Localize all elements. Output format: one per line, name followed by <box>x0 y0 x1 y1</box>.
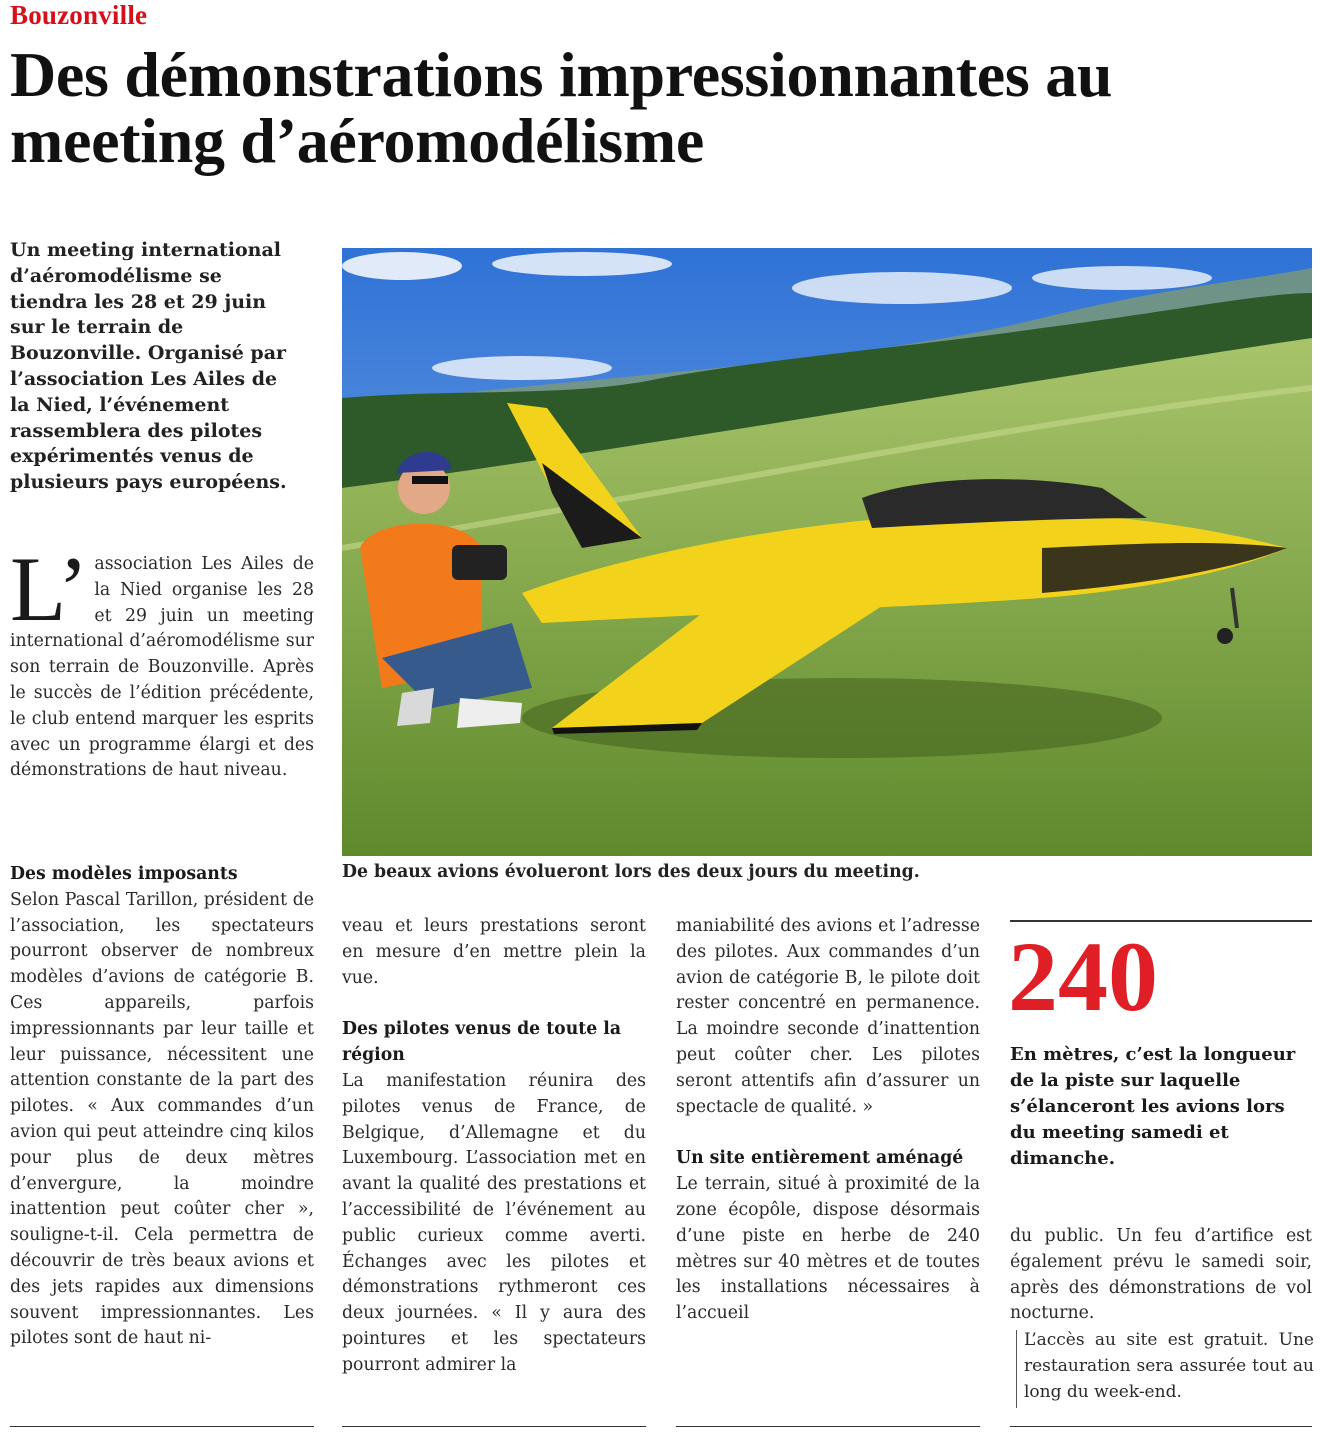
photo-caption: De beaux avions évolueront lors des deux jours du meeting. <box>342 862 920 882</box>
lead-text: association Les Ailes de la Nied organise les 28 et 29 juin un meeting international d’aéromodélisme sur son terrain de Bouzonville. Après le succès de l’édition précédente, le club entend marquer les esprits avec un programme élargi et des démonstrations de haut niveau. <box>10 554 314 781</box>
subhead-models: Des modèles imposants <box>10 864 238 884</box>
body-text: La manifestation réunira des pilotes venus de France, de Belgique, d’Allemagne et du Luxembourg. L’association met en avant la qualité des prestations et l’accessibilité de l’événement au public curieux comme averti. Échanges avec les pilotes et démonstrations rythmeront ces deux journées. « Il y aura des pointures et les spectateurs pourront admirer la <box>342 1070 646 1375</box>
figure-number: 240 <box>1008 921 1158 1032</box>
body-text: Selon Pascal Tarillon, président de l’association, les spectateurs pourront observer de nombreux modèles d’avions de catégorie B. Ces appareils, parfois impressionnants par leur taille et leur puissance, nécessitent une attention constante de la part des pilotes. « Aux commandes d’un avion qui peut atteindre cinq kilos pour plus de deux mètres d’envergure, la moindre inattention peut coûter cher », souligne-t-il. Cela permettra de découvrir de très beaux avions et des jets rapides aux dimensions souvent impressionnantes. Les pilotes sont de haut ni- <box>10 889 314 1349</box>
lead-paragraph <box>10 538 314 784</box>
info-rule <box>1016 1330 1017 1408</box>
bottom-rule <box>676 1426 980 1427</box>
bottom-rule <box>10 1426 314 1427</box>
bottom-rule <box>1010 1426 1312 1427</box>
article-photo <box>342 248 1312 856</box>
column-1 <box>10 862 314 1352</box>
info-box: L’accès au site est gratuit. Une restauration sera assurée tout au long du week-end. <box>1024 1330 1314 1402</box>
column-4 <box>1010 1224 1312 1327</box>
body-text: du public. Un feu d’artifice est également prévu le samedi soir, après des démonstrations de vol nocturne. <box>1010 1226 1312 1324</box>
chapo: Un meeting international d’aéromodélisme se tiendra les 28 et 29 juin sur le terrain de Bouzonville. Organisé par l’association Les Ailes de la Nied, l’événement rassemblera des pilotes expérimentés venus de plusieurs pays européens. <box>10 239 287 494</box>
subhead-pilots: Des pilotes venus de toute la région <box>342 1019 622 1066</box>
column-2 <box>342 914 646 1379</box>
dropcap: L’ <box>10 538 89 640</box>
body-text: Le terrain, situé à proximité de la zone écopôle, dispose désormais d’une piste en herbe de 240 mètres sur 40 mètres et de toutes les installations nécessaires à l’accueil <box>676 1174 980 1324</box>
column-3 <box>676 914 980 1327</box>
body-text: veau et leurs prestations seront en mesure d’en mettre plein la vue. <box>342 916 646 988</box>
figure-text: En mètres, c’est la longueur de la piste sur laquelle s’élanceront les avions lors du meeting samedi et dimanche. <box>1010 1044 1296 1169</box>
kicker: Bouzonville <box>10 0 148 30</box>
subhead-site: Un site entièrement aménagé <box>676 1148 964 1169</box>
body-text: maniabilité des avions et l’adresse des pilotes. Aux commandes d’un avion de catégorie B, le pilote doit rester concentré en permanence. La moindre seconde d’inattention peut coûter cher. Les pilotes seront attentifs afin d’assurer un spectacle de qualité. » <box>676 916 980 1117</box>
headline: Des démonstrations impressionnantes au meeting d’aéromodélisme <box>10 39 1113 176</box>
bottom-rule <box>342 1426 646 1427</box>
